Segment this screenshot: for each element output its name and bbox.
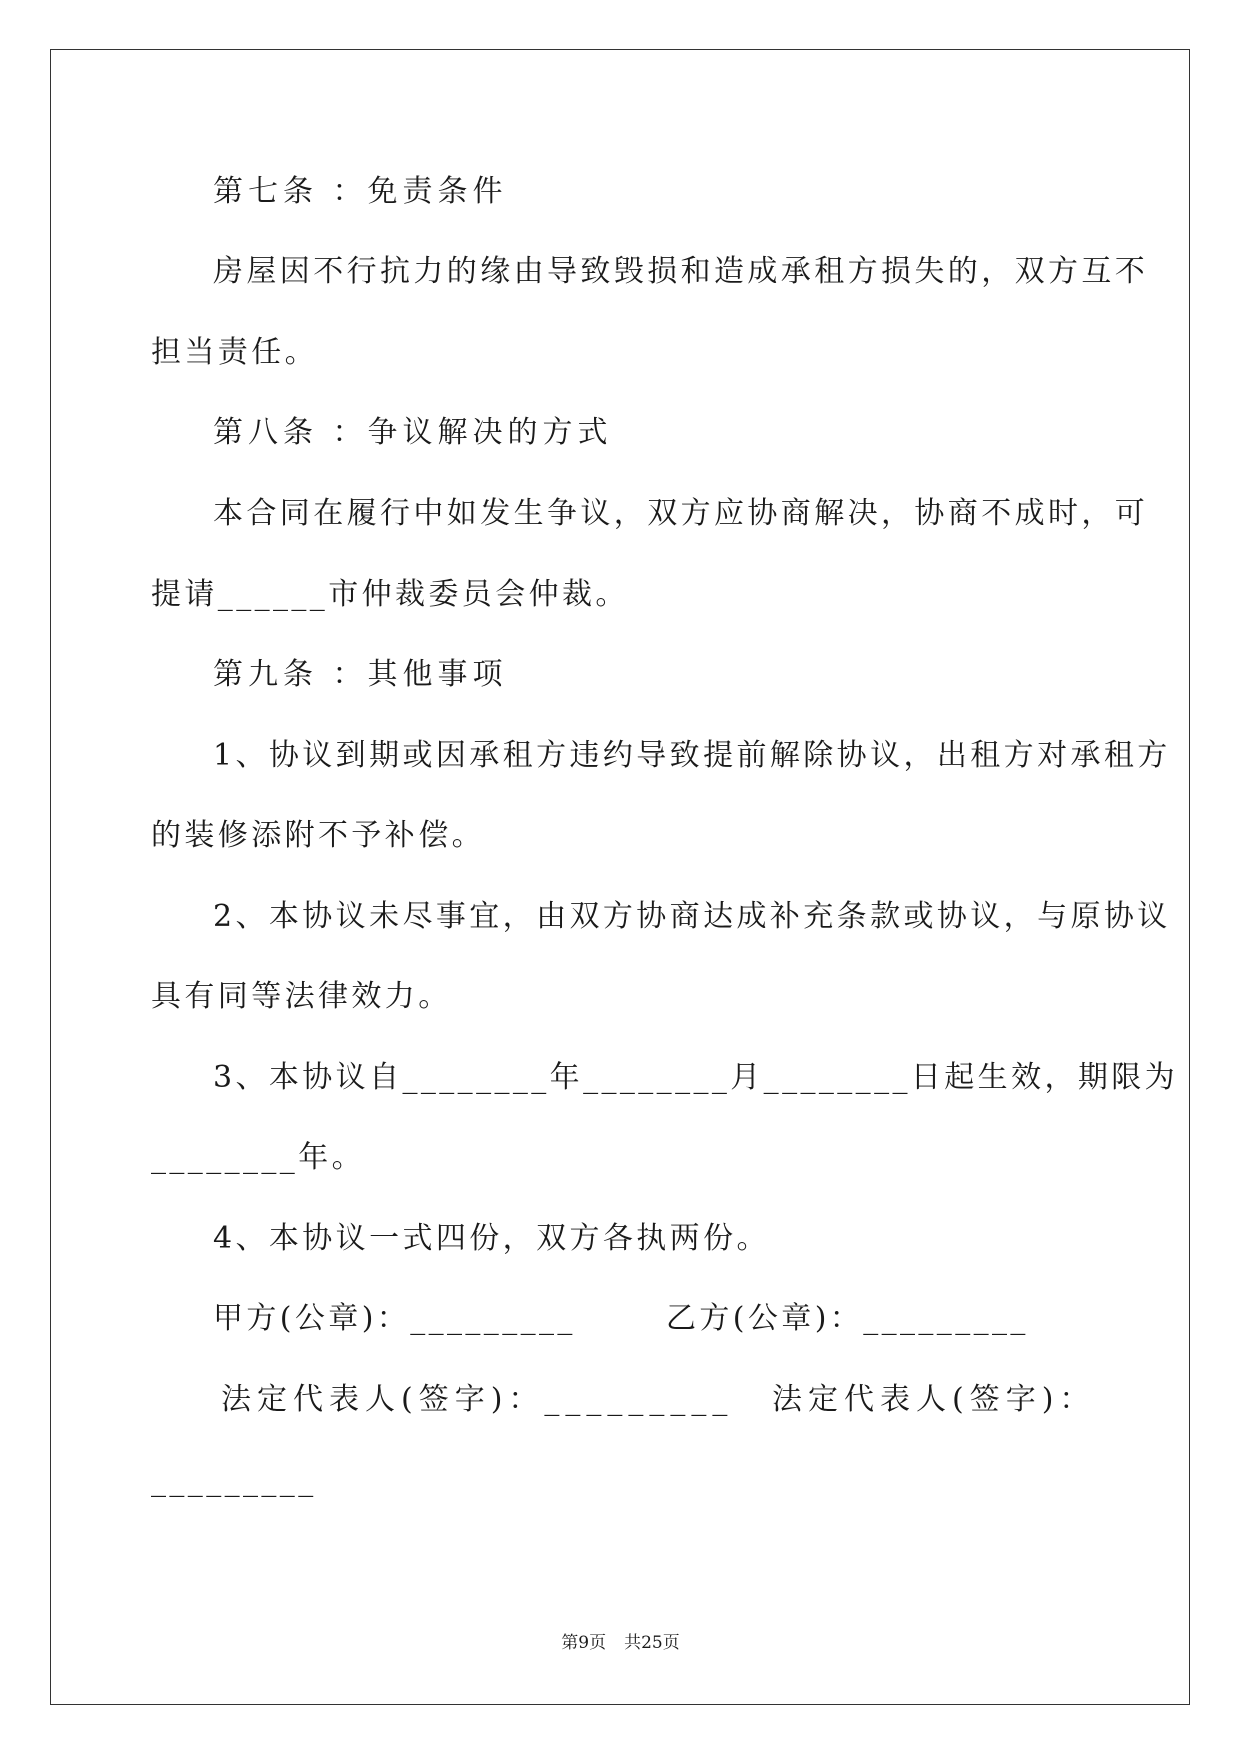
article9-item1-line1: 1、协议到期或因承租方违约导致提前解除协议，出租方对承租方 [213, 738, 1171, 773]
article9-item1-line2: 的装修添附不予补偿。 [151, 818, 485, 853]
article9-item2-line2: 具有同等法律效力。 [151, 979, 452, 1014]
article9-item4: 4、本协议一式四份，双方各执两份。 [213, 1221, 770, 1256]
article9-item3-line2: ________年。 [151, 1140, 365, 1175]
article8-heading: 第八条 ：争议解决的方式 [213, 415, 613, 450]
article8-line2: 提请______市仲裁委员会仲裁。 [151, 577, 629, 612]
page-number: 第9页 [561, 1633, 607, 1653]
page-frame [50, 49, 1190, 1705]
party-b-representative-blank: _________ [151, 1463, 317, 1498]
party-a-representative: 法定代表人(签字)：_________ [221, 1382, 734, 1417]
article8-line1: 本合同在履行中如发生争议，双方应协商解决，协商不成时，可 [213, 496, 1149, 531]
party-a-seal: 甲方(公章)：_________ [213, 1301, 576, 1336]
page-total: 共25页 [624, 1633, 680, 1653]
party-b-seal: 乙方(公章)：_________ [666, 1301, 1029, 1336]
article9-item3-line1: 3、本协议自________年________月________日起生效，期限为 [213, 1060, 1179, 1095]
article9-heading: 第九条 ：其他事项 [213, 657, 508, 692]
page-footer [0, 1632, 1241, 1654]
article7-line2: 担当责任。 [151, 335, 318, 370]
article9-item2-line1: 2、本协议未尽事宜，由双方协商达成补充条款或协议，与原协议 [213, 899, 1171, 934]
article7-line1: 房屋因不行抗力的缘由导致毁损和造成承租方损失的，双方互不 [213, 254, 1149, 289]
party-b-representative: 法定代表人(签字)： [772, 1382, 1096, 1417]
article7-heading: 第七条 ：免责条件 [213, 174, 508, 209]
